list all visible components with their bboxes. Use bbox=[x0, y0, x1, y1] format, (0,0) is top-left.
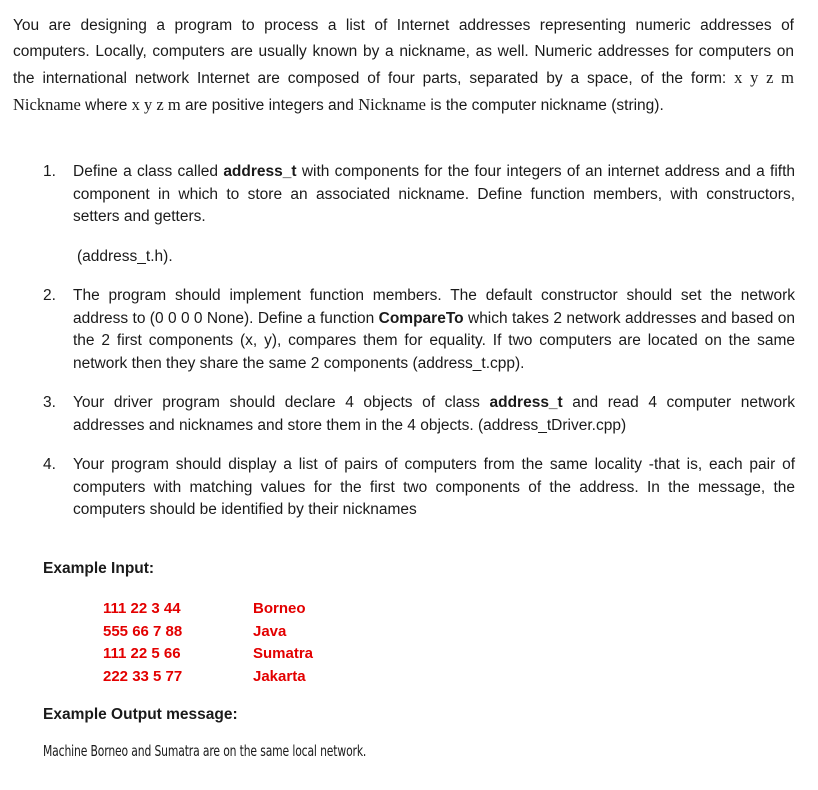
task-number: 3. bbox=[43, 394, 56, 411]
input-nickname: Borneo bbox=[253, 599, 306, 617]
example-input-heading: Example Input: bbox=[43, 560, 155, 577]
input-row bbox=[103, 597, 313, 620]
task-item-2 bbox=[43, 285, 795, 375]
task-item-1 bbox=[43, 161, 795, 268]
task-text: Your driver program should declare 4 objects of class bbox=[73, 394, 490, 411]
file-note: (address_t.h). bbox=[77, 247, 173, 265]
task-text: which takes 2 network addresses and based on the 2 first components (x, y), compares them for equality. If two computers are located on the same network then they share the same 2 components (address_t.cpp). bbox=[73, 309, 795, 372]
task-number: 1. bbox=[43, 163, 56, 180]
intro-text: are positive integers and bbox=[180, 97, 359, 114]
input-address: 111 22 5 66 bbox=[103, 645, 181, 663]
intro-text: You are designing a program to process a list of Internet addresses representing numeric addresses of computers. Locally, computers are usually known by a nickname, as well. Numeric addresses for computers on the international network Internet are composed of four parts, separated by a space, of the form: bbox=[13, 17, 794, 87]
input-row bbox=[103, 642, 313, 665]
input-nickname: Sumatra bbox=[253, 645, 314, 663]
class-name: address_t bbox=[489, 394, 563, 411]
task-text: and read 4 computer network addresses and nicknames and store them in the 4 objects. (address_tDriver.cpp) bbox=[73, 394, 795, 434]
intro-text: where bbox=[80, 97, 132, 114]
xyzm-notation: x y z m bbox=[131, 95, 181, 114]
form-notation: x y z m Nickname bbox=[13, 68, 794, 114]
task-text: with components for the four integers of an internet address and a fifth component in which to store an associated nickname. Define function members, with constructors, setters and getters. bbox=[73, 163, 795, 225]
function-name: CompareTo bbox=[378, 309, 464, 327]
input-nickname: Java bbox=[253, 622, 287, 640]
input-row bbox=[103, 620, 313, 643]
task-number: 4. bbox=[43, 456, 56, 473]
task-text: Define a class called bbox=[73, 163, 224, 180]
input-address: 222 33 5 77 bbox=[103, 667, 183, 685]
task-item-3 bbox=[43, 392, 795, 437]
task-list bbox=[43, 160, 795, 522]
input-address: 111 22 3 44 bbox=[103, 599, 181, 617]
example-input-table bbox=[103, 597, 313, 688]
example-output-message: Machine Borneo and Sumatra are on the same local network. bbox=[43, 742, 367, 760]
intro-paragraph bbox=[13, 13, 794, 119]
nickname-notation: Nickname bbox=[358, 95, 427, 114]
task-text: Your program should display a list of pairs of computers from the same locality -that is, each pair of computers with matching values for the first two components of the address. In the message, the computers should be identified by their nicknames bbox=[73, 456, 795, 518]
task-text: The program should implement function members. The default constructor should set the network address to (0 0 0 0 None). Define a function bbox=[73, 287, 795, 327]
input-row bbox=[103, 665, 313, 688]
intro-text: is the computer nickname (string). bbox=[426, 97, 664, 114]
input-nickname: Jakarta bbox=[253, 667, 306, 685]
task-number: 2. bbox=[43, 287, 56, 304]
task-item-4 bbox=[43, 454, 795, 522]
class-name: address_t bbox=[223, 163, 297, 180]
example-output-heading: Example Output message: bbox=[43, 706, 238, 723]
input-address: 555 66 7 88 bbox=[103, 622, 183, 640]
